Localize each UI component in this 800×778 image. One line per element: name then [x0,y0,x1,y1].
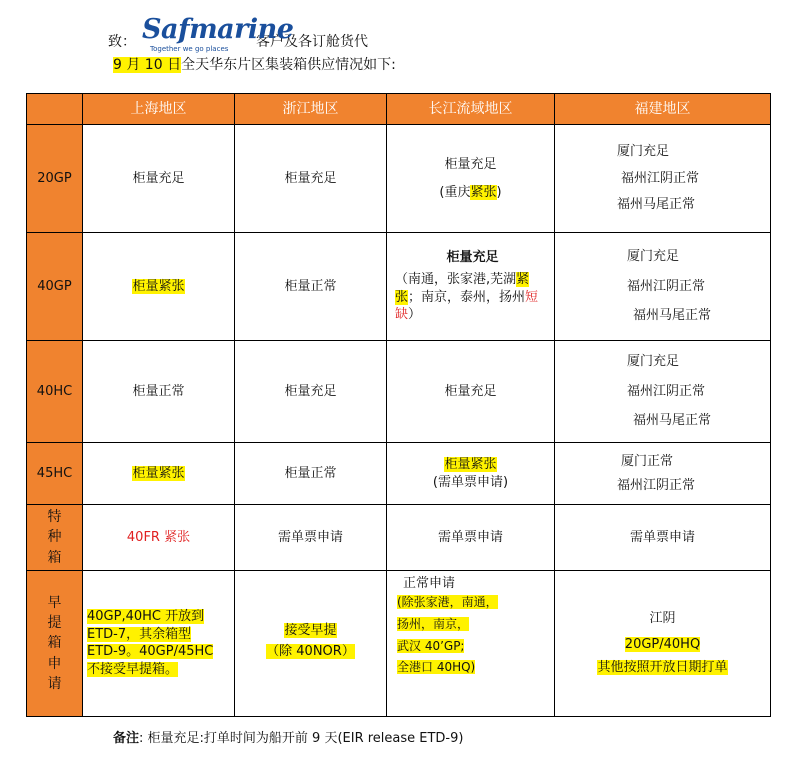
tight-marker: 柜量紧张 [132,278,185,294]
table-header-row [27,94,771,125]
cell-20gp-fujian: 厦门充足 福州江阴正常 福州马尾正常 [555,125,771,233]
addressee: 客户及各订舱货代 [256,34,368,50]
cell-special-shanghai: 40FR 紧张 [83,505,235,571]
report-date: 9 月 10 日 [113,57,182,73]
cell-40hc-fujian: 厦门充足 福州江阴正常 福州马尾正常 [555,341,771,443]
tight-marker: 紧张 [395,271,530,305]
cell-early-zhejiang: 接受早提 （除 40NOR） [235,570,387,716]
tight-marker: 柜量紧张 [132,465,185,481]
footnote-text: : 柜量充足:打单时间为船开前 9 天(EIR release ETD-9) [139,731,464,746]
tight-marker: 柜量紧张 [444,456,497,472]
row-label-special: 特种箱 [27,505,83,571]
cell-early-shanghai: 40GP,40HC 开放到 ETD-7，其余箱型 ETD-9。40GP/45HC 不接受早提箱。 [83,570,235,716]
row-label-20gp: 20GP [27,125,83,233]
row-label-40hc: 40HC [27,341,83,443]
report-title-text: 全天华东片区集装箱供应情况如下: [181,57,396,73]
greeting: 致： [108,34,136,50]
row-label-early-pickup: 早提箱申请 [27,570,83,716]
table-row-special [27,505,771,571]
cell-40hc-zhejiang: 柜量充足 [235,341,387,443]
cell-40gp-yangtze: 柜量充足 （南通，张家港,芜湖紧张；南京，泰州，扬州短缺） [387,233,555,341]
cell-20gp-zhejiang: 柜量充足 [235,125,387,233]
row-label-45hc: 45HC [27,443,83,505]
footnote-label: 备注 [113,731,140,746]
corner-cell [27,94,83,125]
container-supply-table [26,93,771,717]
footnote [113,727,463,746]
cell-45hc-fujian: 厦门正常 福州江阴正常 [555,443,771,505]
row-label-40gp: 40GP [27,233,83,341]
cell-40gp-fujian: 厦门充足 福州江阴正常 福州马尾正常 [555,233,771,341]
cell-special-fujian: 需单票申请 [555,505,771,571]
cell-20gp-shanghai: 柜量充足 [83,125,235,233]
col-header-fujian: 福建地区 [555,94,771,125]
cell-20gp-yangtze-main: 柜量充足 [444,156,497,172]
cell-40gp-zhejiang: 柜量正常 [235,233,387,341]
col-header-zhejiang: 浙江地区 [235,94,387,125]
cell-40hc-yangtze: 柜量充足 [387,341,555,443]
cell-early-fujian: 江阴 20GP/40HQ 其他按照开放日期打单 [555,570,771,716]
tight-marker: 紧张 [470,184,497,200]
table-row-40gp [27,233,771,341]
table-row-early-pickup [27,570,771,716]
cell-20gp-yangtze: 柜量充足 (重庆紧张) [387,125,555,233]
safmarine-logo [142,14,294,58]
cell-45hc-zhejiang: 柜量正常 [235,443,387,505]
table-row-20gp [27,125,771,233]
col-header-yangtze: 长江流域地区 [387,94,555,125]
cell-special-yangtze: 需单票申请 [387,505,555,571]
logo-wordmark: Safmarine [142,14,294,45]
table-row-45hc [27,443,771,505]
letter-header [108,14,368,58]
cell-40gp-shanghai [83,233,235,341]
cell-special-zhejiang: 需单票申请 [235,505,387,571]
cell-45hc-shanghai [83,443,235,505]
col-header-shanghai: 上海地区 [83,94,235,125]
table-row-40hc [27,341,771,443]
shortage-marker: 短缺 [395,289,539,323]
cell-45hc-yangtze: 柜量紧张 (需单票申请) [387,443,555,505]
cell-40hc-shanghai: 柜量正常 [83,341,235,443]
cell-early-yangtze: 正常申请 (除张家港，南通， 扬州，南京， 武汉 40’GP; 全港口 40HQ) [387,570,555,716]
report-title [113,54,396,74]
logo-tagline: Together we go places [150,45,229,53]
